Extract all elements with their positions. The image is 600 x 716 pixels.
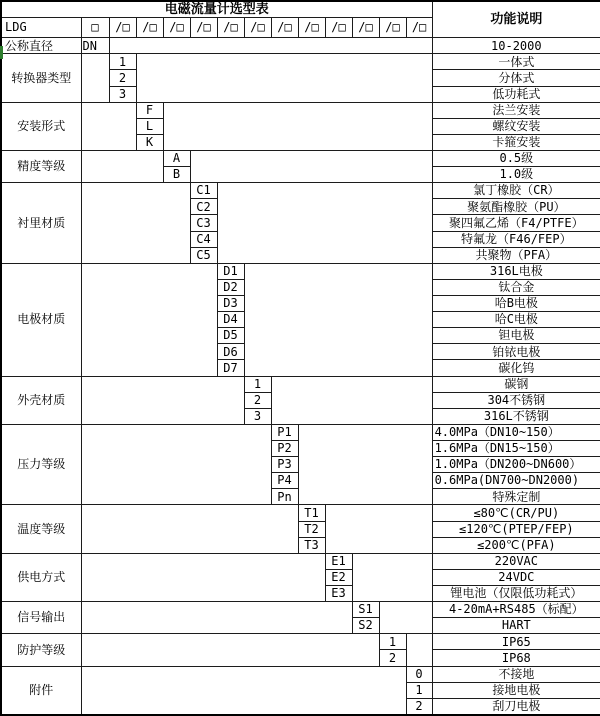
spacer-cell (81, 553, 325, 601)
option-code: D3 (217, 296, 244, 312)
option-code: T2 (298, 521, 325, 537)
table-row (1, 263, 600, 279)
table-row (1, 602, 600, 618)
option-desc: 1.0MPa（DN200~DN600） (432, 457, 600, 473)
option-desc: 碳钢 (432, 376, 600, 392)
option-desc: ≤200℃(PFA) (432, 537, 600, 553)
section-label: 转换器类型 (1, 54, 81, 102)
option-code: L (136, 118, 163, 134)
option-desc: 接地电极 (432, 682, 600, 698)
spacer-cell (81, 634, 379, 666)
option-desc: 0.5级 (432, 151, 600, 167)
section-label: 公称直径 (1, 38, 81, 54)
option-code: P1 (271, 424, 298, 440)
option-code: C2 (190, 199, 217, 215)
spacer-cell (352, 553, 432, 601)
section-label: 信号输出 (1, 602, 81, 634)
option-desc: 特殊定制 (432, 489, 600, 505)
option-code: S1 (352, 602, 379, 618)
option-code: T3 (298, 537, 325, 553)
table-row (1, 424, 600, 440)
table-row (1, 634, 600, 650)
spacer-cell (81, 151, 163, 183)
section-label: 衬里材质 (1, 183, 81, 264)
table-row (1, 102, 600, 118)
spacer-cell (81, 263, 217, 376)
option-desc: 法兰安装 (432, 102, 600, 118)
option-desc: 哈C电极 (432, 312, 600, 328)
table-row (1, 505, 600, 521)
spacer-cell (109, 38, 432, 54)
option-desc: 碳化钨 (432, 360, 600, 376)
option-desc: 铂铱电极 (432, 344, 600, 360)
spacer-cell (163, 102, 432, 150)
spacer-cell (81, 666, 406, 715)
section-label: 精度等级 (1, 151, 81, 183)
spacer-cell (406, 634, 432, 666)
model-code-box: /□ (163, 18, 190, 38)
option-desc: 刮刀电极 (432, 698, 600, 715)
option-code: C3 (190, 215, 217, 231)
section-label: 压力等级 (1, 424, 81, 505)
option-code: 1 (379, 634, 406, 650)
option-code: C5 (190, 247, 217, 263)
spacer-cell (81, 54, 109, 102)
option-code: 2 (109, 70, 136, 86)
option-code: P3 (271, 457, 298, 473)
option-code: S2 (352, 618, 379, 634)
section-label: 防护等级 (1, 634, 81, 666)
spacer-cell (81, 602, 352, 634)
option-code: Pn (271, 489, 298, 505)
option-desc: ≤120℃(PTEP/FEP) (432, 521, 600, 537)
option-desc: IP68 (432, 650, 600, 666)
model-code-box: /□ (190, 18, 217, 38)
green-artifact-mark (0, 46, 3, 59)
option-code: E3 (325, 585, 352, 601)
option-code: 3 (244, 408, 271, 424)
table-row (1, 1, 600, 18)
option-code: D2 (217, 279, 244, 295)
option-desc: 316L电极 (432, 263, 600, 279)
model-code-box: /□ (298, 18, 325, 38)
table-row (1, 38, 600, 54)
option-code: DN (81, 38, 109, 54)
spacer-cell (81, 183, 190, 264)
option-desc: 螺纹安装 (432, 118, 600, 134)
option-desc: 钽电极 (432, 328, 600, 344)
option-desc: 不接地 (432, 666, 600, 682)
section-label: 外壳材质 (1, 376, 81, 424)
option-code: P2 (271, 440, 298, 456)
model-code-box: /□ (379, 18, 406, 38)
model-code-box: □ (81, 18, 109, 38)
option-desc: 低功耗式 (432, 86, 600, 102)
option-code: 2 (379, 650, 406, 666)
option-desc: 分体式 (432, 70, 600, 86)
option-code: E1 (325, 553, 352, 569)
option-desc: 304不锈钢 (432, 392, 600, 408)
model-code-box: /□ (109, 18, 136, 38)
spacer-cell (81, 505, 298, 553)
section-label: 供电方式 (1, 553, 81, 601)
option-code: D6 (217, 344, 244, 360)
option-code: E2 (325, 569, 352, 585)
spacer-cell (298, 424, 432, 505)
option-code: 1 (109, 54, 136, 70)
section-label: 电极材质 (1, 263, 81, 376)
option-code: P4 (271, 473, 298, 489)
model-code-box: /□ (352, 18, 379, 38)
table-row (1, 151, 600, 167)
option-desc: IP65 (432, 634, 600, 650)
model-code-box: /□ (325, 18, 352, 38)
spacer-cell (190, 151, 432, 183)
table-row (1, 666, 600, 682)
spacer-cell (81, 102, 136, 150)
option-code: D4 (217, 312, 244, 328)
option-desc: 1.6MPa（DN15~150） (432, 440, 600, 456)
option-code: C1 (190, 183, 217, 199)
model-code-box: /□ (406, 18, 432, 38)
option-code: K (136, 134, 163, 150)
option-desc: ≤80℃(CR/PU) (432, 505, 600, 521)
option-code: 2 (406, 698, 432, 715)
option-desc: 特氟龙（F46/FEP） (432, 231, 600, 247)
model-code-box: /□ (271, 18, 298, 38)
section-label: 安装形式 (1, 102, 81, 150)
section-label: 温度等级 (1, 505, 81, 553)
spacer-cell (81, 424, 271, 505)
table-row (1, 376, 600, 392)
table-row (1, 54, 600, 70)
option-code: F (136, 102, 163, 118)
option-code: 2 (244, 392, 271, 408)
option-code: B (163, 167, 190, 183)
table-title: 电磁流量计选型表 (1, 1, 432, 18)
option-code: 3 (109, 86, 136, 102)
model-code-box: /□ (244, 18, 271, 38)
option-code: 0 (406, 666, 432, 682)
option-desc: 10-2000 (432, 38, 600, 54)
option-desc: HART (432, 618, 600, 634)
option-desc: 锂电池（仅限低功耗式） (432, 585, 600, 601)
option-code: 1 (244, 376, 271, 392)
option-desc: 一体式 (432, 54, 600, 70)
option-desc: 哈B电极 (432, 296, 600, 312)
spacer-cell (379, 602, 432, 634)
spacer-cell (325, 505, 432, 553)
option-code: D5 (217, 328, 244, 344)
option-code: D1 (217, 263, 244, 279)
option-code: D7 (217, 360, 244, 376)
spacer-cell (136, 54, 432, 102)
section-label: 附件 (1, 666, 81, 715)
table-row (1, 553, 600, 569)
option-desc: 氯丁橡胶（CR） (432, 183, 600, 199)
model-code-box: /□ (136, 18, 163, 38)
option-desc: 聚四氟乙烯（F4/PTFE） (432, 215, 600, 231)
spacer-cell (81, 376, 244, 424)
table-row (1, 183, 600, 199)
option-code: C4 (190, 231, 217, 247)
spacer-cell (271, 376, 432, 424)
option-desc: 0.6MPa(DN700~DN2000) (432, 473, 600, 489)
option-desc: 1.0级 (432, 167, 600, 183)
spacer-cell (244, 263, 432, 376)
option-desc: 钛合金 (432, 279, 600, 295)
option-desc: 24VDC (432, 569, 600, 585)
option-desc: 聚氨酯橡胶（PU） (432, 199, 600, 215)
option-desc: 卡箍安装 (432, 134, 600, 150)
option-desc: 共聚物（PFA） (432, 247, 600, 263)
option-code: 1 (406, 682, 432, 698)
option-desc: 316L不锈钢 (432, 408, 600, 424)
model-prefix: LDG (1, 18, 81, 38)
option-code: T1 (298, 505, 325, 521)
option-code: A (163, 151, 190, 167)
option-desc: 4.0MPa（DN10~150） (432, 424, 600, 440)
option-desc: 4-20mA+RS485（标配） (432, 602, 600, 618)
option-desc: 220VAC (432, 553, 600, 569)
spacer-cell (217, 183, 432, 264)
function-column-header: 功能说明 (432, 1, 600, 38)
model-code-box: /□ (217, 18, 244, 38)
